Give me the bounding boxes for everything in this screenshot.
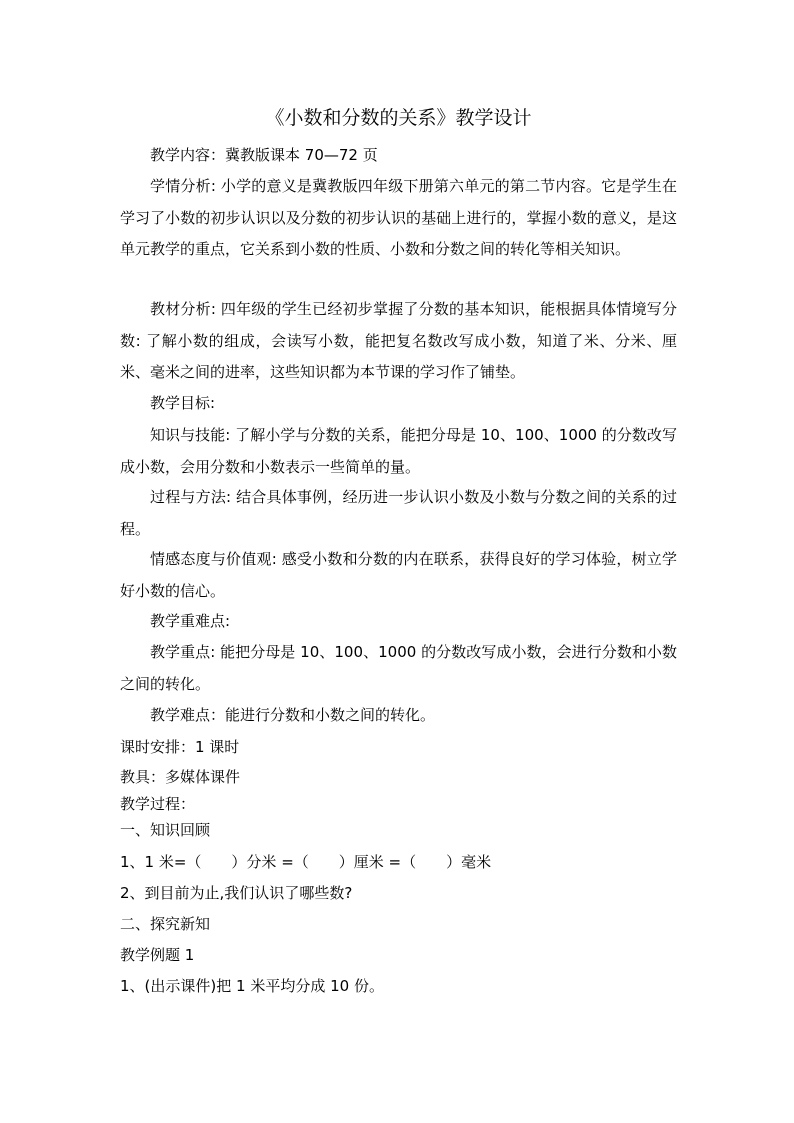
review-question-1: 1、1 米=（ ）分米 =（ ）厘米 =（ ）毫米: [120, 853, 492, 871]
teaching-process-heading: 教学过程：: [120, 795, 196, 813]
difficult-point-paragraph: 教学难点：能进行分数和小数之间的转化。: [150, 706, 436, 724]
teaching-content: 教学内容：冀教版课本 70—72 页: [150, 146, 378, 164]
key-point-paragraph: 教学重点: 能把分母是 10、100、1000 的分数改写成小数，会进行分数和小数之间的转化。: [120, 643, 677, 693]
document-title: 《小数和分数的关系》教学设计: [265, 107, 532, 129]
section-knowledge-review: 一、知识回顾: [120, 821, 211, 839]
material-analysis-paragraph: 教材分析: 四年级的学生已经初步掌握了分数的基本知识，能根据具体情境写分数: 了解小数的组成，会读写小数，能把复名数改写成小数，知道了米、分米、厘米、毫米之间的进率，这些知识都为本节课的学习作了铺垫。: [120, 300, 677, 381]
key-points-heading: 教学重难点:: [150, 612, 231, 630]
example-heading: 教学例题 1: [120, 946, 195, 964]
section-explore-new: 二、探究新知: [120, 915, 211, 933]
example-step-1: 1、(出示课件)把 1 米平均分成 10 份。: [120, 977, 384, 995]
goal-process-methods: 过程与方法: 结合具体事例，经历进一步认识小数及小数与分数之间的关系的过程。: [120, 488, 677, 538]
student-analysis-paragraph: 学情分析: 小学的意义是冀教版四年级下册第六单元的第二节内容。它是学生在学习了小数的初步认识以及分数的初步认识的基础上进行的，掌握小数的意义，是这单元教学的重点，它关系到小数的性质、小数和分数之间的转化等相关知识。: [120, 177, 677, 258]
review-question-2: 2、到目前为止,我们认识了哪些数?: [120, 884, 353, 902]
goal-emotion-values: 情感态度与价值观: 感受小数和分数的内在联系，获得良好的学习体验，树立学好小数的信心。: [120, 550, 677, 600]
teaching-goals-heading: 教学目标:: [150, 394, 216, 412]
class-schedule: 课时安排：1 课时: [120, 738, 240, 756]
teaching-tools: 教具：多媒体课件: [120, 768, 241, 786]
goal-knowledge-skills: 知识与技能: 了解小学与分数的关系，能把分母是 10、100、1000 的分数改写成小数，会用分数和小数表示一些简单的量。: [120, 426, 677, 476]
